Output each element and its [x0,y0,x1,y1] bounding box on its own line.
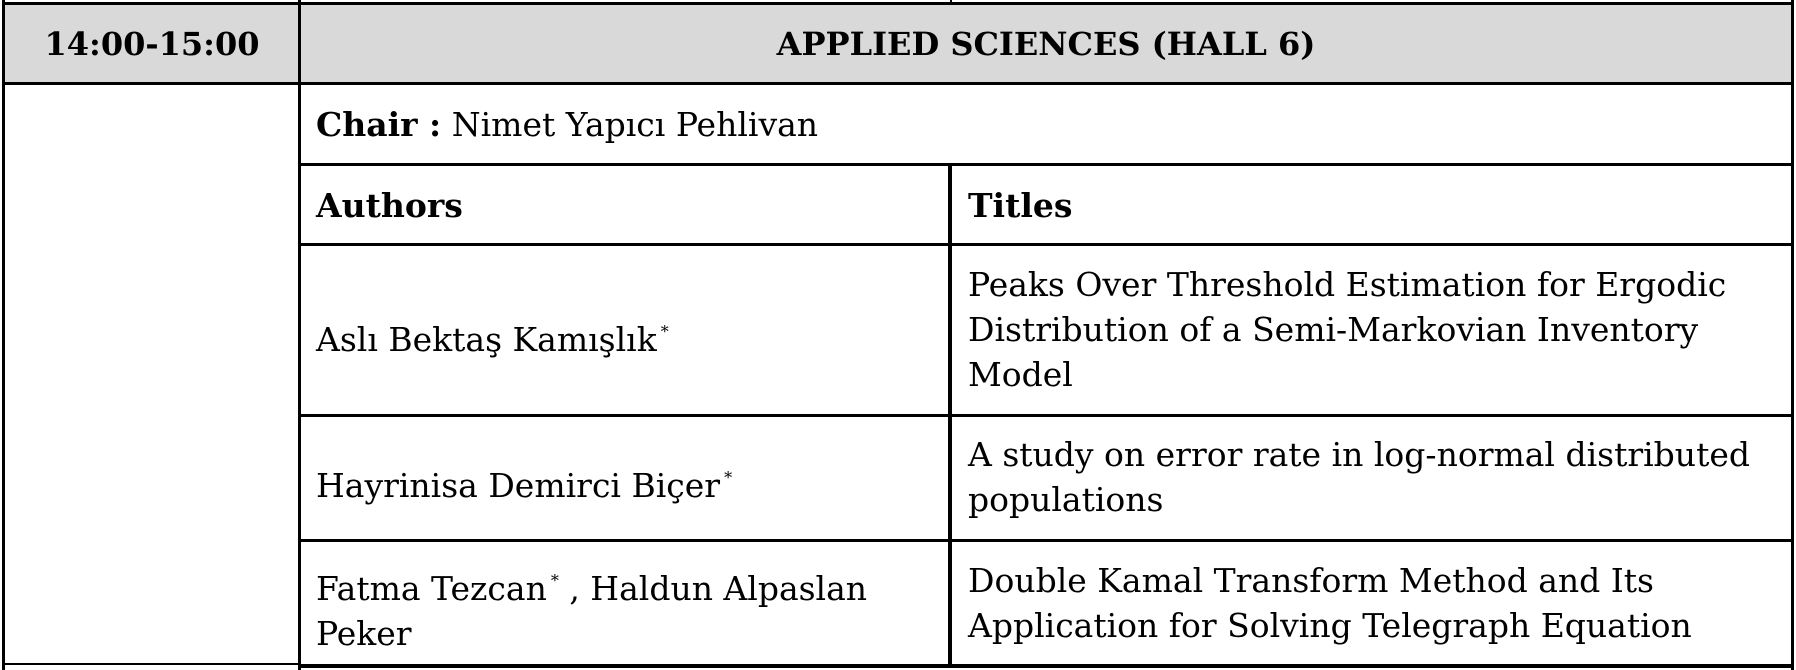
authors-header: Authors [316,186,463,225]
title-line: Application for Solving Telegraph Equation [968,606,1692,645]
authors-titles-divider [948,164,952,667]
header-bottom-border [2,82,1794,85]
presenter-mark: * [724,468,733,487]
table-bottom-border [298,664,1794,668]
row-2-bottom-border [298,539,1794,542]
table-row-3-author [316,558,867,656]
title-line: Distribution of a Semi-Markovian Inventory [968,310,1699,349]
title-line: Peaks Over Threshold Estimation for Ergodic [968,265,1727,304]
co-author-name: , Haldun Alpaslan [569,569,868,608]
table-row-2-author [316,455,732,508]
co-author-name-continued: Peker [316,614,412,653]
session-title: APPLIED SCIENCES (HALL 6) [776,25,1316,63]
time-column-bottom-border [2,663,300,665]
title-line: Model [968,355,1073,394]
chair-label: Chair : [316,105,442,144]
top-border [2,2,1794,5]
presenter-mark: * [550,571,559,590]
table-row-1-title [968,262,1726,397]
chair-name: Nimet Yapıcı Pehlivan [451,105,819,144]
title-line: A study on error rate in log-normal distributed [968,435,1750,474]
presenter-mark: * [660,322,669,341]
title-line: Double Kamal Transform Method and Its [968,561,1654,600]
title-line: populations [968,480,1164,519]
left-border [2,0,5,670]
row-1-bottom-border [298,414,1794,417]
author-name: Aslı Bektaş Kamışlık [316,320,657,359]
time-column-divider [298,0,301,670]
right-border [1791,0,1794,670]
table-row-2-title [968,432,1750,522]
author-name: Hayrinisa Demirci Biçer [316,466,721,505]
session-time: 14:00-15:00 [44,25,260,63]
column-header-bottom-border [298,243,1794,246]
chair-line [316,102,818,147]
table-row-3-title [968,558,1692,648]
titles-header: Titles [968,186,1073,225]
page-top-stub [950,0,952,4]
author-name: Fatma Tezcan [316,569,547,608]
chair-bottom-border [298,163,1794,166]
table-row-1-author [316,309,669,362]
